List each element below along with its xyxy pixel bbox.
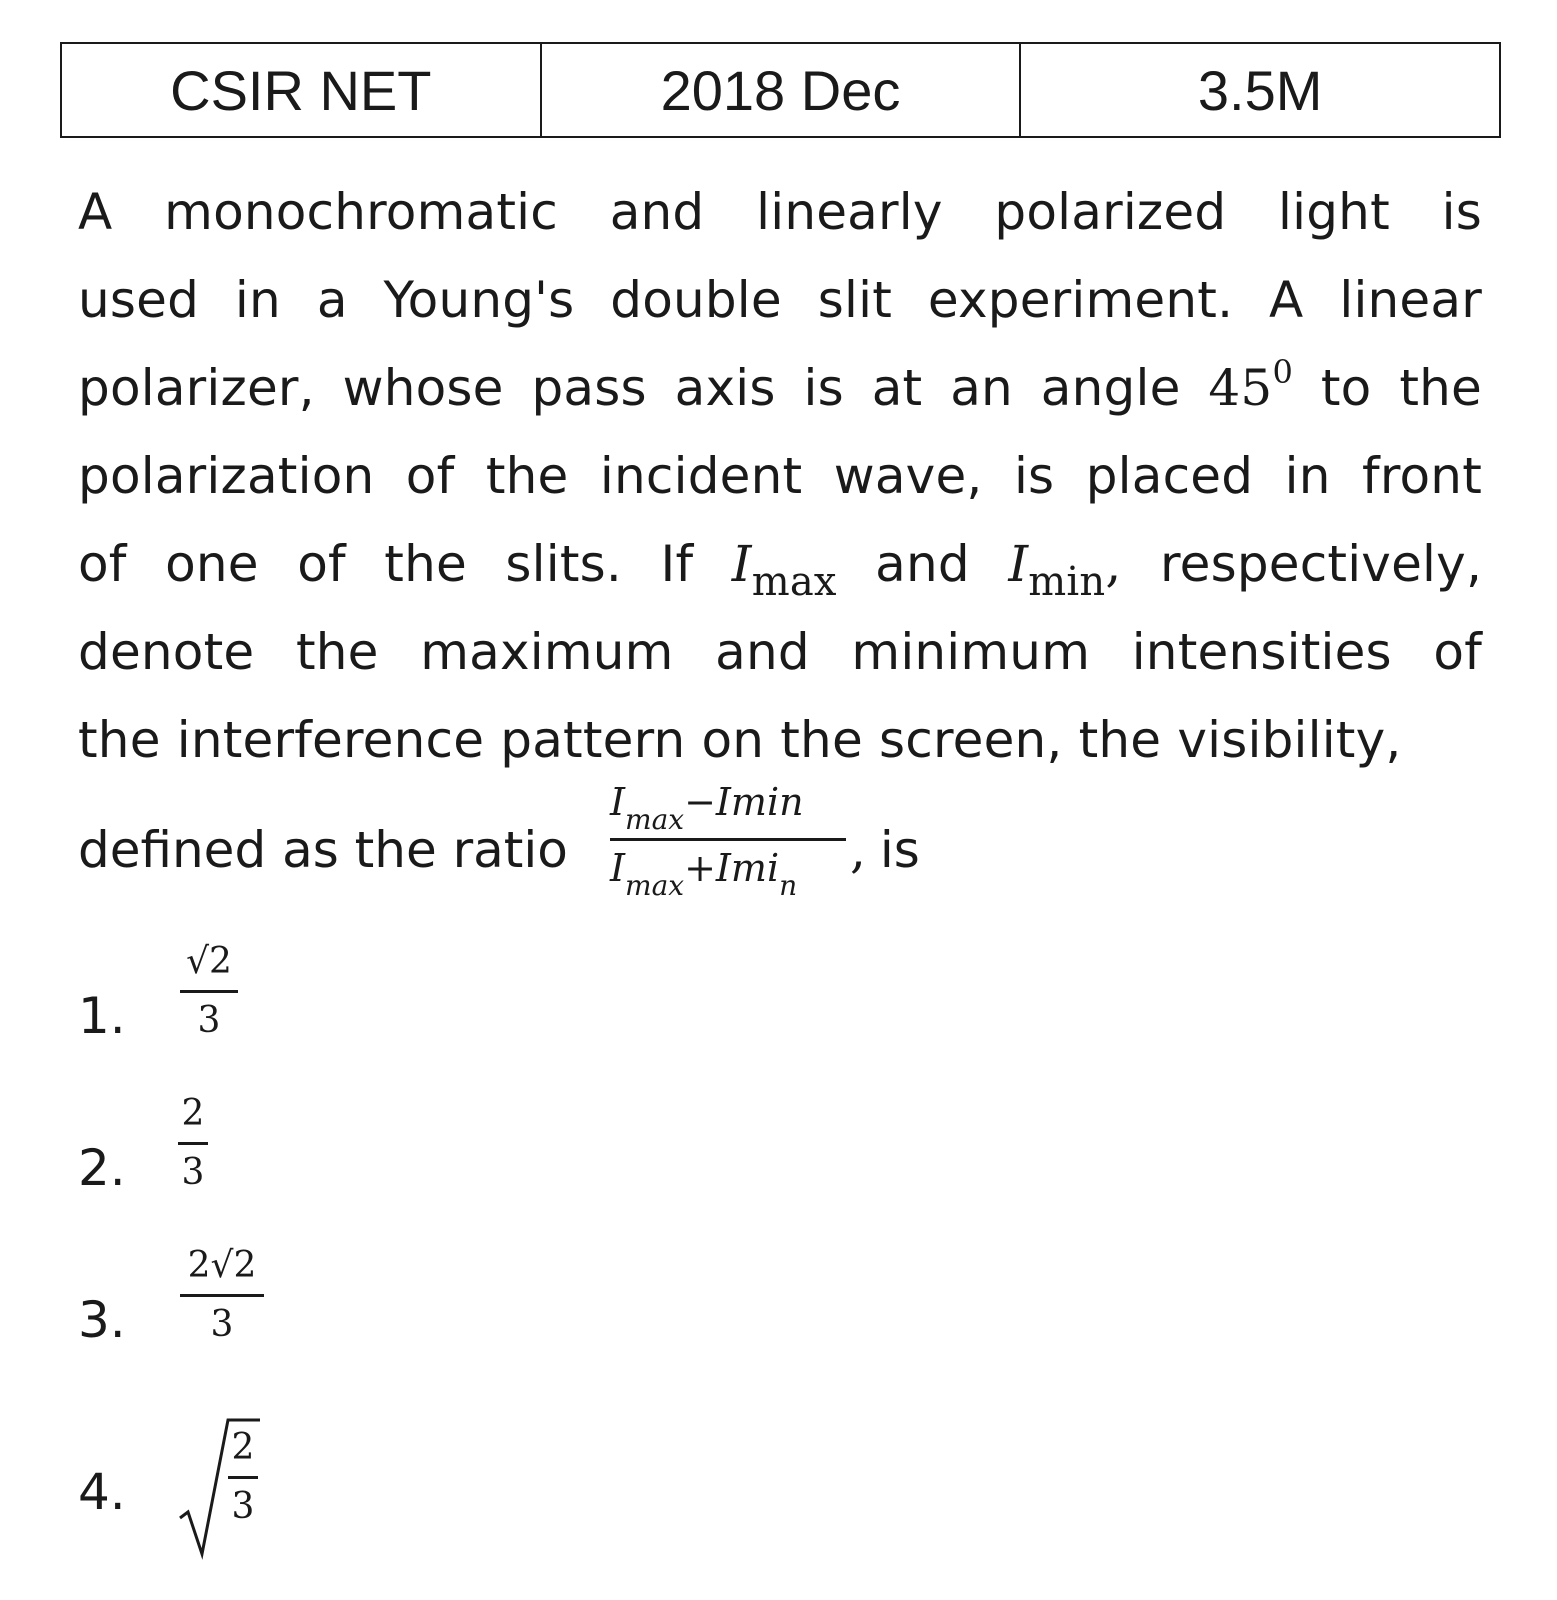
denominator-sub: max <box>625 869 685 902</box>
option-2-bar <box>178 1142 208 1145</box>
imax-letter: I <box>731 535 752 593</box>
option-1-bar <box>180 990 238 993</box>
option-4-denominator: 3 <box>231 1486 255 1527</box>
denominator-sub-n: n <box>779 869 798 902</box>
exam-info-row <box>61 43 1500 137</box>
denominator-rest: +Imi <box>684 846 780 890</box>
question-line-1: A monochromatic and linearly polarized light is <box>78 183 1482 241</box>
question-line-3 <box>78 344 1482 432</box>
option-4-fraction <box>228 1426 258 1529</box>
ratio-suffix-wrap <box>850 820 920 880</box>
angle-value <box>1208 353 1293 417</box>
fraction-denominator <box>610 846 846 902</box>
option-3-denominator: 3 <box>210 1304 234 1345</box>
question-line-2: used in a Young's double slit experiment. A linear <box>78 271 1482 329</box>
question-line-5-and: and <box>875 535 970 593</box>
option-2-numerator: 2 <box>181 1093 205 1134</box>
option-1-fraction <box>180 940 238 1043</box>
imin-comma: , <box>1105 535 1122 593</box>
imin-letter: I <box>1008 535 1029 593</box>
imax-symbol <box>731 535 837 605</box>
option-3-label: 3. <box>78 1291 126 1349</box>
visibility-fraction <box>610 780 846 910</box>
question-line-5-text-a: of one of the slits. If <box>78 535 694 593</box>
question-line-3-text-b: to the <box>1320 359 1482 417</box>
option-1-numerator: √2 <box>186 941 232 982</box>
option-4-bar <box>228 1476 258 1479</box>
question-line-5-text-b: respectively, <box>1159 535 1483 593</box>
denominator-i: I <box>610 846 626 890</box>
option-1[interactable] <box>78 940 478 1080</box>
imin-symbol <box>1008 535 1122 605</box>
fraction-numerator <box>610 780 846 836</box>
option-1-denominator: 3 <box>197 1000 221 1041</box>
question-line-5 <box>78 520 1482 608</box>
option-3-numerator: 2√2 <box>187 1245 257 1286</box>
option-4-numerator: 2 <box>231 1427 255 1468</box>
numerator-i: I <box>610 780 626 824</box>
option-4[interactable] <box>78 1416 478 1556</box>
angle-number: 45 <box>1208 359 1273 417</box>
option-2-label: 2. <box>78 1139 126 1197</box>
option-1-label: 1. <box>78 987 126 1045</box>
option-3-fraction <box>180 1244 264 1347</box>
numerator-rest: −Imin <box>684 780 804 824</box>
option-2-fraction <box>178 1092 208 1195</box>
imax-subscript: max <box>751 559 837 605</box>
question-line-3-text-a: polarizer, whose pass axis is at an angle <box>78 359 1181 417</box>
option-3-bar <box>180 1294 264 1297</box>
question-line-4: polarization of the incident wave, is placed in front <box>78 447 1482 505</box>
option-3[interactable] <box>78 1244 478 1384</box>
exam-info-table <box>60 42 1501 138</box>
exam-name-cell: CSIR NET <box>61 43 541 137</box>
ratio-prefix: defined as the ratio <box>78 821 568 879</box>
marks-cell: 3.5M <box>1020 43 1500 137</box>
question-line-6: denote the maximum and minimum intensities of <box>78 623 1482 681</box>
option-4-label: 4. <box>78 1463 126 1521</box>
question-text <box>78 168 1482 784</box>
angle-superscript: 0 <box>1272 353 1293 391</box>
ratio-suffix: is <box>879 821 920 879</box>
ratio-comma: , <box>850 821 866 879</box>
option-2[interactable] <box>78 1092 478 1232</box>
fraction-bar <box>610 838 846 841</box>
numerator-sub: max <box>625 803 685 836</box>
imin-subscript: min <box>1028 559 1106 605</box>
option-2-denominator: 3 <box>181 1152 205 1193</box>
question-line-7: the interference pattern on the screen, the visibility, <box>78 711 1402 769</box>
exam-session-cell: 2018 Dec <box>541 43 1021 137</box>
